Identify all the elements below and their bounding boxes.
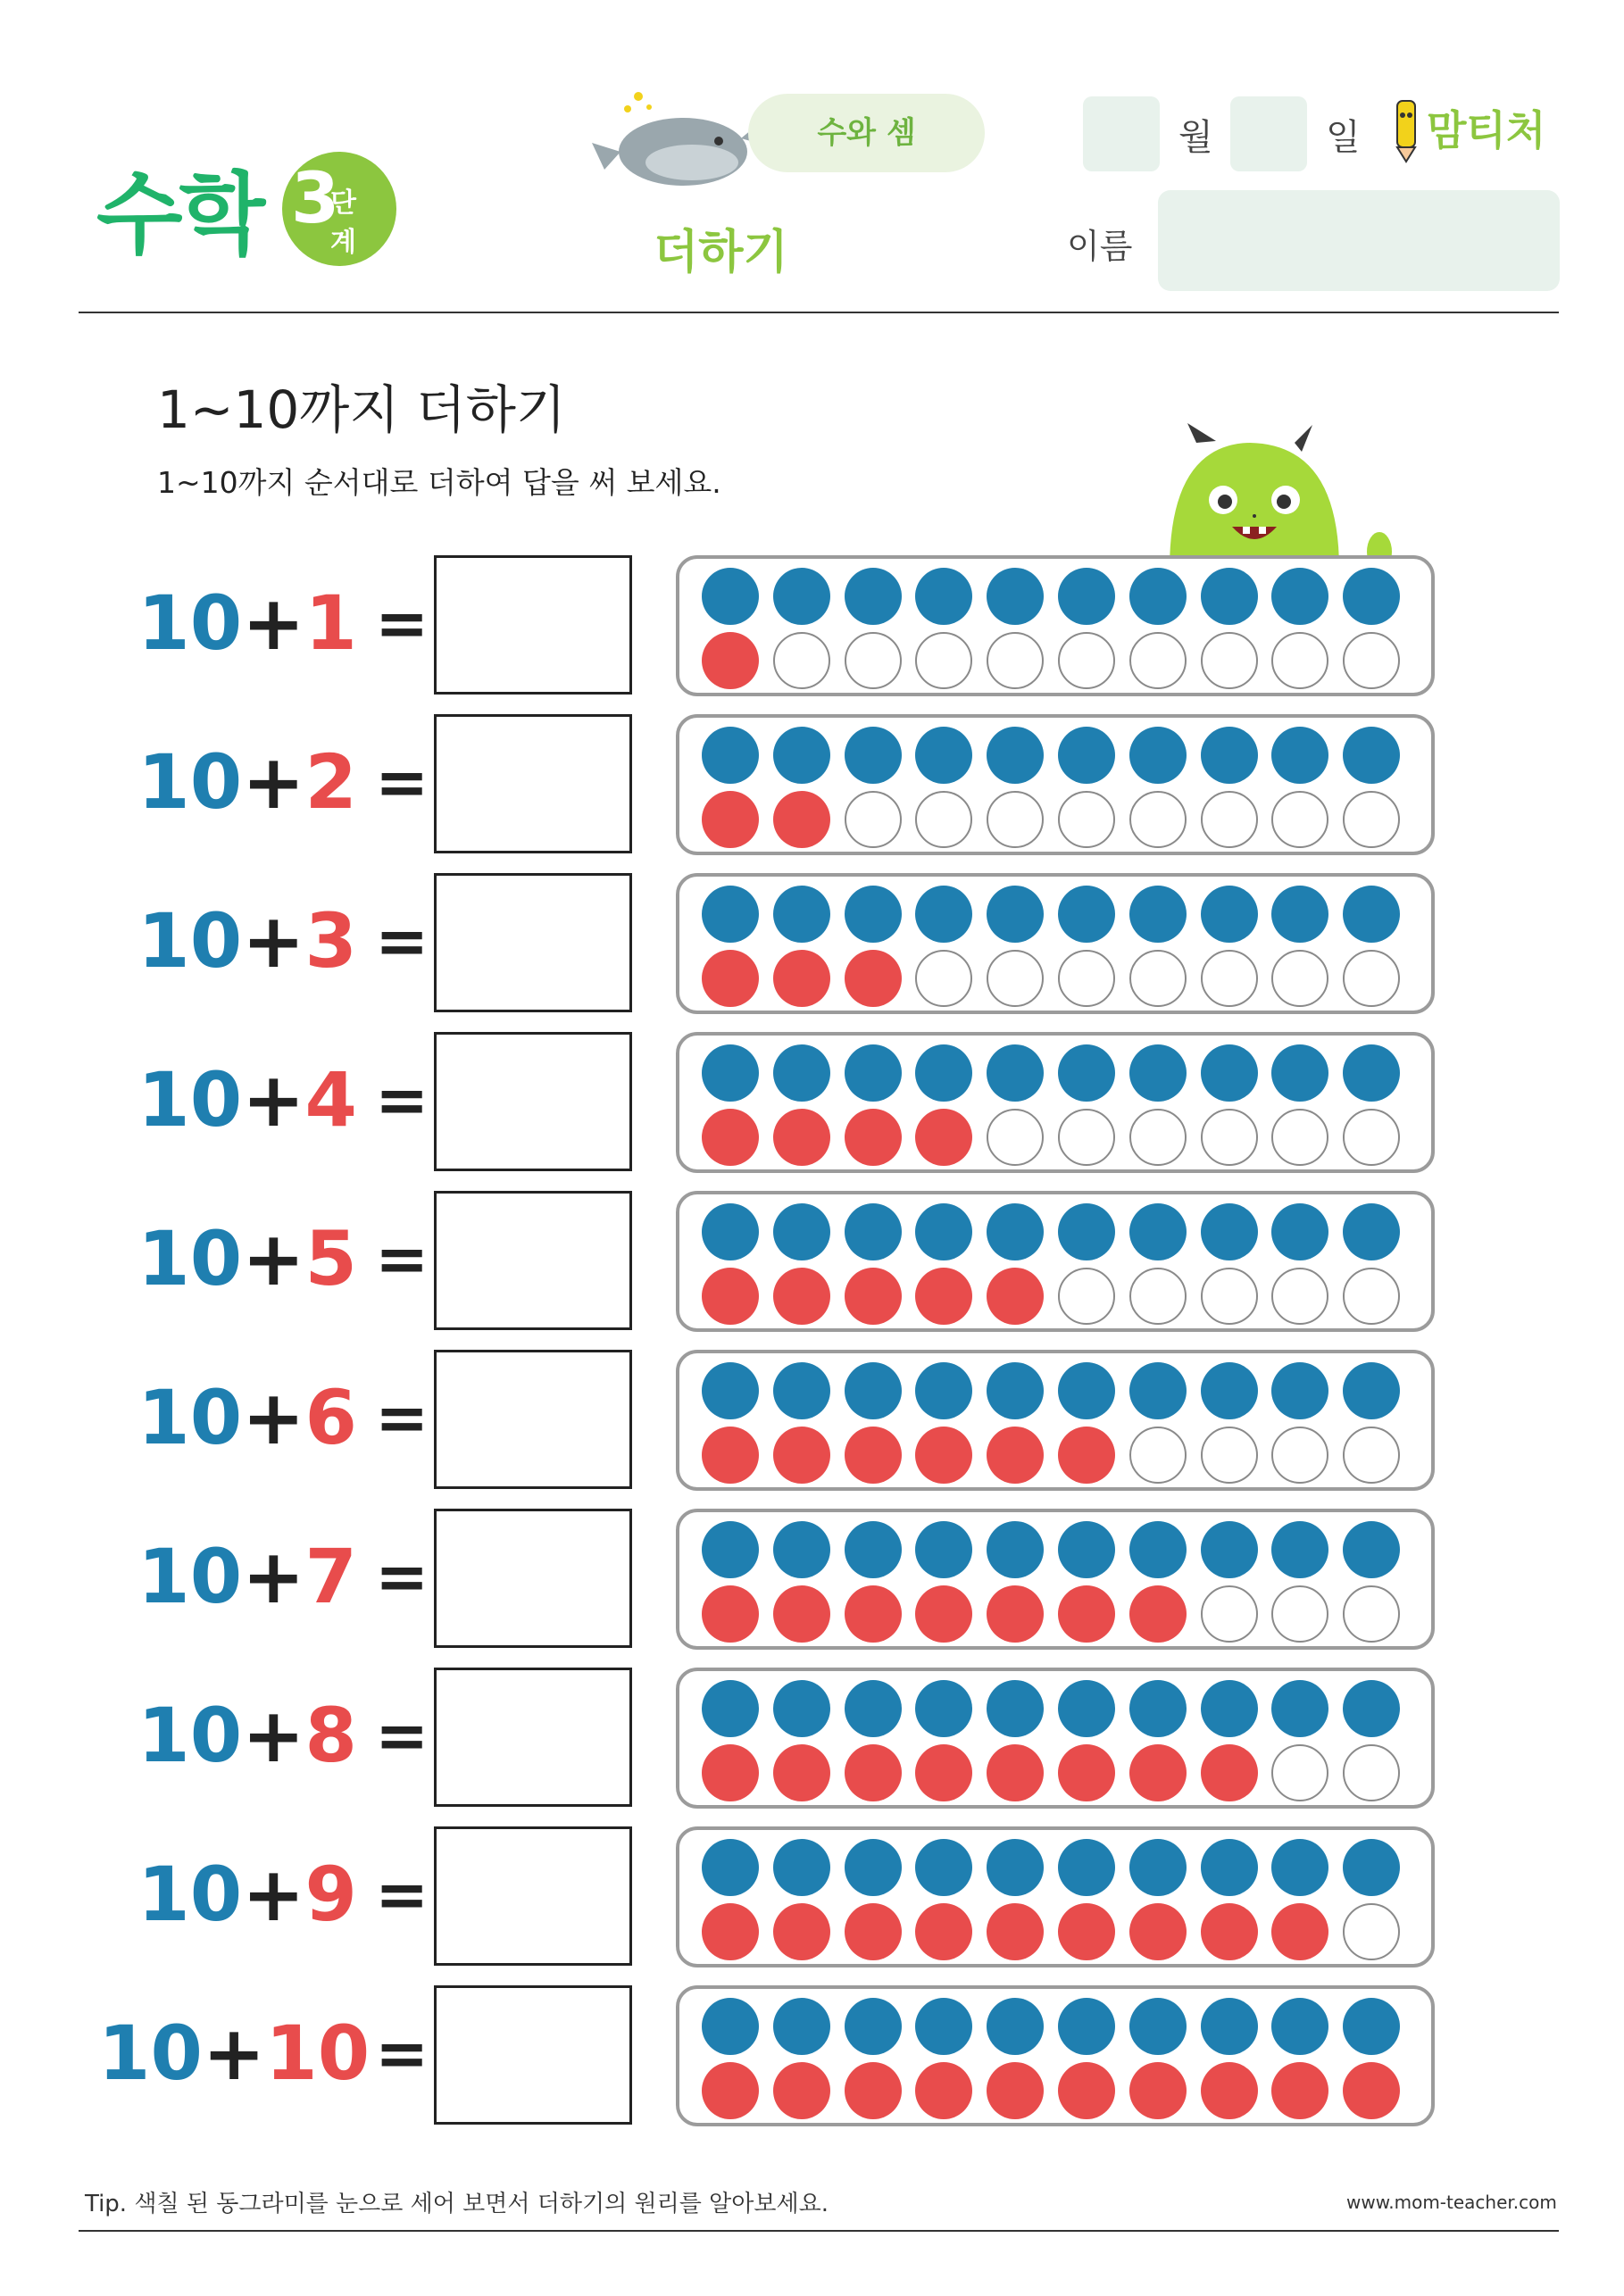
empty-dot (1271, 1585, 1328, 1643)
red-dot (702, 791, 759, 848)
blue-dot (1129, 1839, 1187, 1896)
addend: 2 (304, 738, 357, 826)
blue-dot (1058, 1044, 1115, 1102)
empty-dot (1201, 950, 1258, 1007)
red-dot (915, 2062, 972, 2119)
addend: 1 (304, 579, 357, 667)
red-dot (1201, 1744, 1258, 1801)
blue-dot (1058, 1203, 1115, 1260)
equals-sign: = (375, 1857, 429, 1932)
red-dot (1343, 2062, 1400, 2119)
blue-dot (915, 1044, 972, 1102)
plus-sign: + (242, 1056, 305, 1144)
level-number: 3 (291, 159, 337, 239)
blue-dot (773, 727, 830, 784)
plus-sign: + (242, 1692, 305, 1779)
empty-dot (1271, 1744, 1328, 1801)
ten-frame (676, 1191, 1435, 1332)
blue-dot (915, 1998, 972, 2055)
blue-dot (845, 1680, 902, 1737)
red-dot (915, 1744, 972, 1801)
red-dot (1271, 1903, 1328, 1960)
blue-dot (915, 568, 972, 625)
blue-dot (1201, 727, 1258, 784)
name-field[interactable] (1158, 190, 1560, 291)
blue-dot (845, 1998, 902, 2055)
empty-dot (1343, 1903, 1400, 1960)
augend: 10 (137, 1851, 243, 1938)
blue-dot (1343, 1680, 1400, 1737)
red-dot (773, 950, 830, 1007)
blue-dot (987, 1521, 1044, 1578)
red-dot (702, 1744, 759, 1801)
addend: 10 (265, 2009, 371, 2097)
problem-expression (98, 2009, 371, 2098)
blue-dot (1271, 1998, 1328, 2055)
brand-logo: 맘티처 (1427, 106, 1546, 154)
ten-frame (676, 1509, 1435, 1650)
blue-dot (1271, 1362, 1328, 1419)
empty-dot (987, 1109, 1044, 1166)
problem-expression (98, 896, 357, 986)
empty-dot (1343, 1427, 1400, 1484)
blue-dot (702, 1044, 759, 1102)
day-label: 일 (1326, 117, 1361, 158)
blue-dot (1129, 568, 1187, 625)
blue-dot (915, 727, 972, 784)
blue-dot (1201, 1044, 1258, 1102)
blue-dot (845, 1839, 902, 1896)
augend: 10 (98, 2009, 203, 2097)
empty-dot (915, 632, 972, 689)
empty-dot (1129, 1427, 1187, 1484)
blue-dot (915, 1839, 972, 1896)
augend: 10 (137, 1692, 243, 1779)
blue-dot (1271, 1680, 1328, 1737)
blue-dot (987, 1362, 1044, 1419)
plus-sign: + (242, 1215, 305, 1302)
plus-sign: + (202, 2009, 266, 2097)
blue-dot (1201, 886, 1258, 943)
footer-divider (79, 2230, 1559, 2232)
red-dot (845, 1903, 902, 1960)
addend: 8 (304, 1692, 357, 1779)
empty-dot (1271, 1109, 1328, 1166)
subject-label: 수학 (96, 162, 262, 267)
blue-dot (1129, 886, 1187, 943)
blue-dot (773, 568, 830, 625)
blue-dot (702, 568, 759, 625)
red-dot (702, 1268, 759, 1325)
blue-dot (1271, 1839, 1328, 1896)
red-dot (773, 791, 830, 848)
blue-dot (987, 1839, 1044, 1896)
empty-dot (1058, 791, 1115, 848)
blue-dot (845, 1203, 902, 1260)
red-dot (845, 1427, 902, 1484)
blue-dot (915, 1521, 972, 1578)
blue-dot (1201, 1521, 1258, 1578)
topic-badge: 수와 셈 (748, 94, 985, 172)
blue-dot (1201, 1998, 1258, 2055)
blue-dot (1058, 1998, 1115, 2055)
empty-dot (987, 632, 1044, 689)
empty-dot (1271, 1268, 1328, 1325)
subtopic-heading: 더하기 (654, 226, 788, 279)
equals-sign: = (375, 1698, 429, 1773)
blue-dot (1201, 568, 1258, 625)
red-dot (1129, 2062, 1187, 2119)
problem-expression (98, 1214, 357, 1303)
answer-box[interactable] (434, 1668, 632, 1807)
blue-dot (1343, 1839, 1400, 1896)
addend: 6 (304, 1374, 357, 1461)
empty-dot (1129, 950, 1187, 1007)
blue-dot (915, 1362, 972, 1419)
plus-sign: + (242, 1851, 305, 1938)
empty-dot (1271, 791, 1328, 848)
augend: 10 (137, 1056, 243, 1144)
answer-box[interactable] (434, 1985, 632, 2125)
empty-dot (915, 791, 972, 848)
red-dot (845, 1585, 902, 1643)
addend: 4 (304, 1056, 357, 1144)
red-dot (773, 1268, 830, 1325)
blue-dot (773, 1998, 830, 2055)
blue-dot (1201, 1362, 1258, 1419)
answer-box[interactable] (434, 1191, 632, 1330)
blue-dot (1129, 1362, 1187, 1419)
problem-expression (98, 737, 357, 827)
empty-dot (1129, 1109, 1187, 1166)
problem-expression (98, 1532, 357, 1621)
red-dot (702, 1427, 759, 1484)
footer-website: www.mom-teacher.com (1346, 2192, 1557, 2213)
pencil-mascot-icon (1388, 94, 1424, 165)
red-dot (845, 1268, 902, 1325)
empty-dot (987, 791, 1044, 848)
blue-dot (773, 1521, 830, 1578)
blue-dot (1201, 1203, 1258, 1260)
empty-dot (1343, 1744, 1400, 1801)
blue-dot (1343, 1044, 1400, 1102)
ten-frame (676, 1350, 1435, 1491)
blue-dot (1058, 1521, 1115, 1578)
augend: 10 (137, 1374, 243, 1461)
blue-dot (1343, 886, 1400, 943)
equals-sign: = (375, 1380, 429, 1455)
blue-dot (845, 1362, 902, 1419)
red-dot (987, 1744, 1044, 1801)
empty-dot (773, 632, 830, 689)
dolphin-icon (585, 80, 772, 196)
red-dot (915, 1585, 972, 1643)
blue-dot (1129, 1680, 1187, 1737)
ten-frame (676, 1985, 1435, 2126)
red-dot (915, 1268, 972, 1325)
blue-dot (702, 1998, 759, 2055)
blue-dot (1058, 727, 1115, 784)
empty-dot (1271, 1427, 1328, 1484)
answer-box[interactable] (434, 1032, 632, 1171)
day-field[interactable] (1230, 96, 1307, 171)
answer-box[interactable] (434, 1350, 632, 1489)
blue-dot (773, 1362, 830, 1419)
problem-expression (98, 1691, 357, 1780)
monster-mascot-icon (1161, 418, 1420, 570)
red-dot (915, 1427, 972, 1484)
blue-dot (1271, 1203, 1328, 1260)
answer-box[interactable] (434, 555, 632, 695)
red-dot (773, 1427, 830, 1484)
blue-dot (1271, 568, 1328, 625)
blue-dot (773, 1680, 830, 1737)
red-dot (1201, 2062, 1258, 2119)
empty-dot (1129, 791, 1187, 848)
augend: 10 (137, 1533, 243, 1620)
empty-dot (1201, 1585, 1258, 1643)
red-dot (845, 1109, 902, 1166)
answer-box[interactable] (434, 1509, 632, 1648)
red-dot (845, 1744, 902, 1801)
red-dot (1129, 1744, 1187, 1801)
red-dot (702, 950, 759, 1007)
blue-dot (702, 727, 759, 784)
blue-dot (1058, 886, 1115, 943)
footer-tip: Tip. 색칠 된 동그라미를 눈으로 세어 보면서 더하기의 원리를 알아보세요. (85, 2191, 829, 2217)
blue-dot (845, 1044, 902, 1102)
blue-dot (773, 1203, 830, 1260)
blue-dot (987, 568, 1044, 625)
blue-dot (1271, 1044, 1328, 1102)
blue-dot (915, 1203, 972, 1260)
red-dot (845, 2062, 902, 2119)
blue-dot (987, 1203, 1044, 1260)
answer-box[interactable] (434, 1826, 632, 1966)
red-dot (773, 1109, 830, 1166)
blue-dot (1129, 1203, 1187, 1260)
empty-dot (1201, 1427, 1258, 1484)
plus-sign: + (242, 897, 305, 985)
red-dot (1201, 1903, 1258, 1960)
red-dot (987, 1427, 1044, 1484)
augend: 10 (137, 579, 243, 667)
blue-dot (1058, 568, 1115, 625)
red-dot (1129, 1585, 1187, 1643)
blue-dot (702, 1521, 759, 1578)
empty-dot (1271, 632, 1328, 689)
red-dot (987, 1903, 1044, 1960)
addend: 5 (304, 1215, 357, 1302)
blue-dot (1058, 1839, 1115, 1896)
ten-frame (676, 555, 1435, 696)
equals-sign: = (375, 1539, 429, 1614)
problem-expression (98, 1055, 357, 1144)
blue-dot (987, 1044, 1044, 1102)
empty-dot (1343, 791, 1400, 848)
equals-sign: = (375, 586, 429, 661)
red-dot (987, 1585, 1044, 1643)
empty-dot (1201, 791, 1258, 848)
equals-sign: = (375, 2016, 429, 2091)
empty-dot (1343, 950, 1400, 1007)
empty-dot (987, 950, 1044, 1007)
blue-dot (1271, 1521, 1328, 1578)
blue-dot (1343, 1203, 1400, 1260)
equals-sign: = (375, 903, 429, 978)
blue-dot (702, 1839, 759, 1896)
blue-dot (987, 1998, 1044, 2055)
red-dot (1058, 2062, 1115, 2119)
blue-dot (845, 886, 902, 943)
equals-sign: = (375, 1221, 429, 1296)
header-divider (79, 312, 1559, 313)
worksheet-instruction: 1~10까지 순서대로 더하여 답을 써 보세요. (157, 465, 721, 500)
blue-dot (1201, 1680, 1258, 1737)
blue-dot (1201, 1839, 1258, 1896)
equals-sign: = (375, 745, 429, 819)
empty-dot (845, 632, 902, 689)
answer-box[interactable] (434, 714, 632, 853)
blue-dot (773, 886, 830, 943)
blue-dot (1058, 1680, 1115, 1737)
red-dot (773, 1903, 830, 1960)
red-dot (915, 1903, 972, 1960)
blue-dot (915, 1680, 972, 1737)
month-field[interactable] (1083, 96, 1160, 171)
month-label: 월 (1178, 117, 1213, 158)
blue-dot (845, 1521, 902, 1578)
augend: 10 (137, 1215, 243, 1302)
plus-sign: + (242, 738, 305, 826)
empty-dot (1271, 950, 1328, 1007)
blue-dot (845, 727, 902, 784)
equals-sign: = (375, 1062, 429, 1137)
empty-dot (1343, 632, 1400, 689)
plus-sign: + (242, 1374, 305, 1461)
blue-dot (702, 1203, 759, 1260)
blue-dot (1271, 886, 1328, 943)
subject-logo (96, 143, 356, 271)
empty-dot (845, 791, 902, 848)
blue-dot (915, 886, 972, 943)
addend: 9 (304, 1851, 357, 1938)
blue-dot (773, 1044, 830, 1102)
blue-dot (1343, 1362, 1400, 1419)
blue-dot (1129, 727, 1187, 784)
red-dot (1058, 1744, 1115, 1801)
empty-dot (1201, 1109, 1258, 1166)
red-dot (773, 2062, 830, 2119)
problem-expression (98, 578, 357, 668)
ten-frame (676, 714, 1435, 855)
empty-dot (1058, 632, 1115, 689)
blue-dot (1271, 727, 1328, 784)
red-dot (1058, 1585, 1115, 1643)
red-dot (845, 950, 902, 1007)
red-dot (1058, 1903, 1115, 1960)
addend: 3 (304, 897, 357, 985)
addend: 7 (304, 1533, 357, 1620)
empty-dot (915, 950, 972, 1007)
red-dot (1129, 1903, 1187, 1960)
level-word: 단계 (330, 187, 356, 258)
blue-dot (702, 886, 759, 943)
ten-frame (676, 1668, 1435, 1809)
blue-dot (1129, 1998, 1187, 2055)
empty-dot (1058, 1268, 1115, 1325)
blue-dot (845, 568, 902, 625)
blue-dot (1343, 568, 1400, 625)
ten-frame (676, 1032, 1435, 1173)
empty-dot (1343, 1268, 1400, 1325)
blue-dot (987, 1680, 1044, 1737)
problem-expression (98, 1850, 357, 1939)
red-dot (702, 1585, 759, 1643)
red-dot (773, 1585, 830, 1643)
blue-dot (702, 1362, 759, 1419)
problem-expression (98, 1373, 357, 1462)
red-dot (773, 1744, 830, 1801)
augend: 10 (137, 738, 243, 826)
blue-dot (987, 886, 1044, 943)
ten-frame (676, 873, 1435, 1014)
augend: 10 (137, 897, 243, 985)
blue-dot (1343, 727, 1400, 784)
blue-dot (1058, 1362, 1115, 1419)
empty-dot (1058, 950, 1115, 1007)
empty-dot (1201, 632, 1258, 689)
blue-dot (1343, 1998, 1400, 2055)
red-dot (1271, 2062, 1328, 2119)
blue-dot (1343, 1521, 1400, 1578)
answer-box[interactable] (434, 873, 632, 1012)
empty-dot (1129, 1268, 1187, 1325)
red-dot (987, 2062, 1044, 2119)
red-dot (702, 1109, 759, 1166)
red-dot (1058, 1427, 1115, 1484)
name-label: 이름 (1067, 227, 1133, 266)
empty-dot (1343, 1585, 1400, 1643)
plus-sign: + (242, 579, 305, 667)
plus-sign: + (242, 1533, 305, 1620)
blue-dot (987, 727, 1044, 784)
blue-dot (773, 1839, 830, 1896)
worksheet-title: 1~10까지 더하기 (157, 379, 566, 440)
empty-dot (1343, 1109, 1400, 1166)
empty-dot (1201, 1268, 1258, 1325)
red-dot (702, 2062, 759, 2119)
ten-frame (676, 1826, 1435, 1967)
empty-dot (1129, 632, 1187, 689)
empty-dot (1058, 1109, 1115, 1166)
red-dot (915, 1109, 972, 1166)
blue-dot (702, 1680, 759, 1737)
red-dot (987, 1268, 1044, 1325)
red-dot (702, 1903, 759, 1960)
red-dot (702, 632, 759, 689)
blue-dot (1129, 1044, 1187, 1102)
blue-dot (1129, 1521, 1187, 1578)
